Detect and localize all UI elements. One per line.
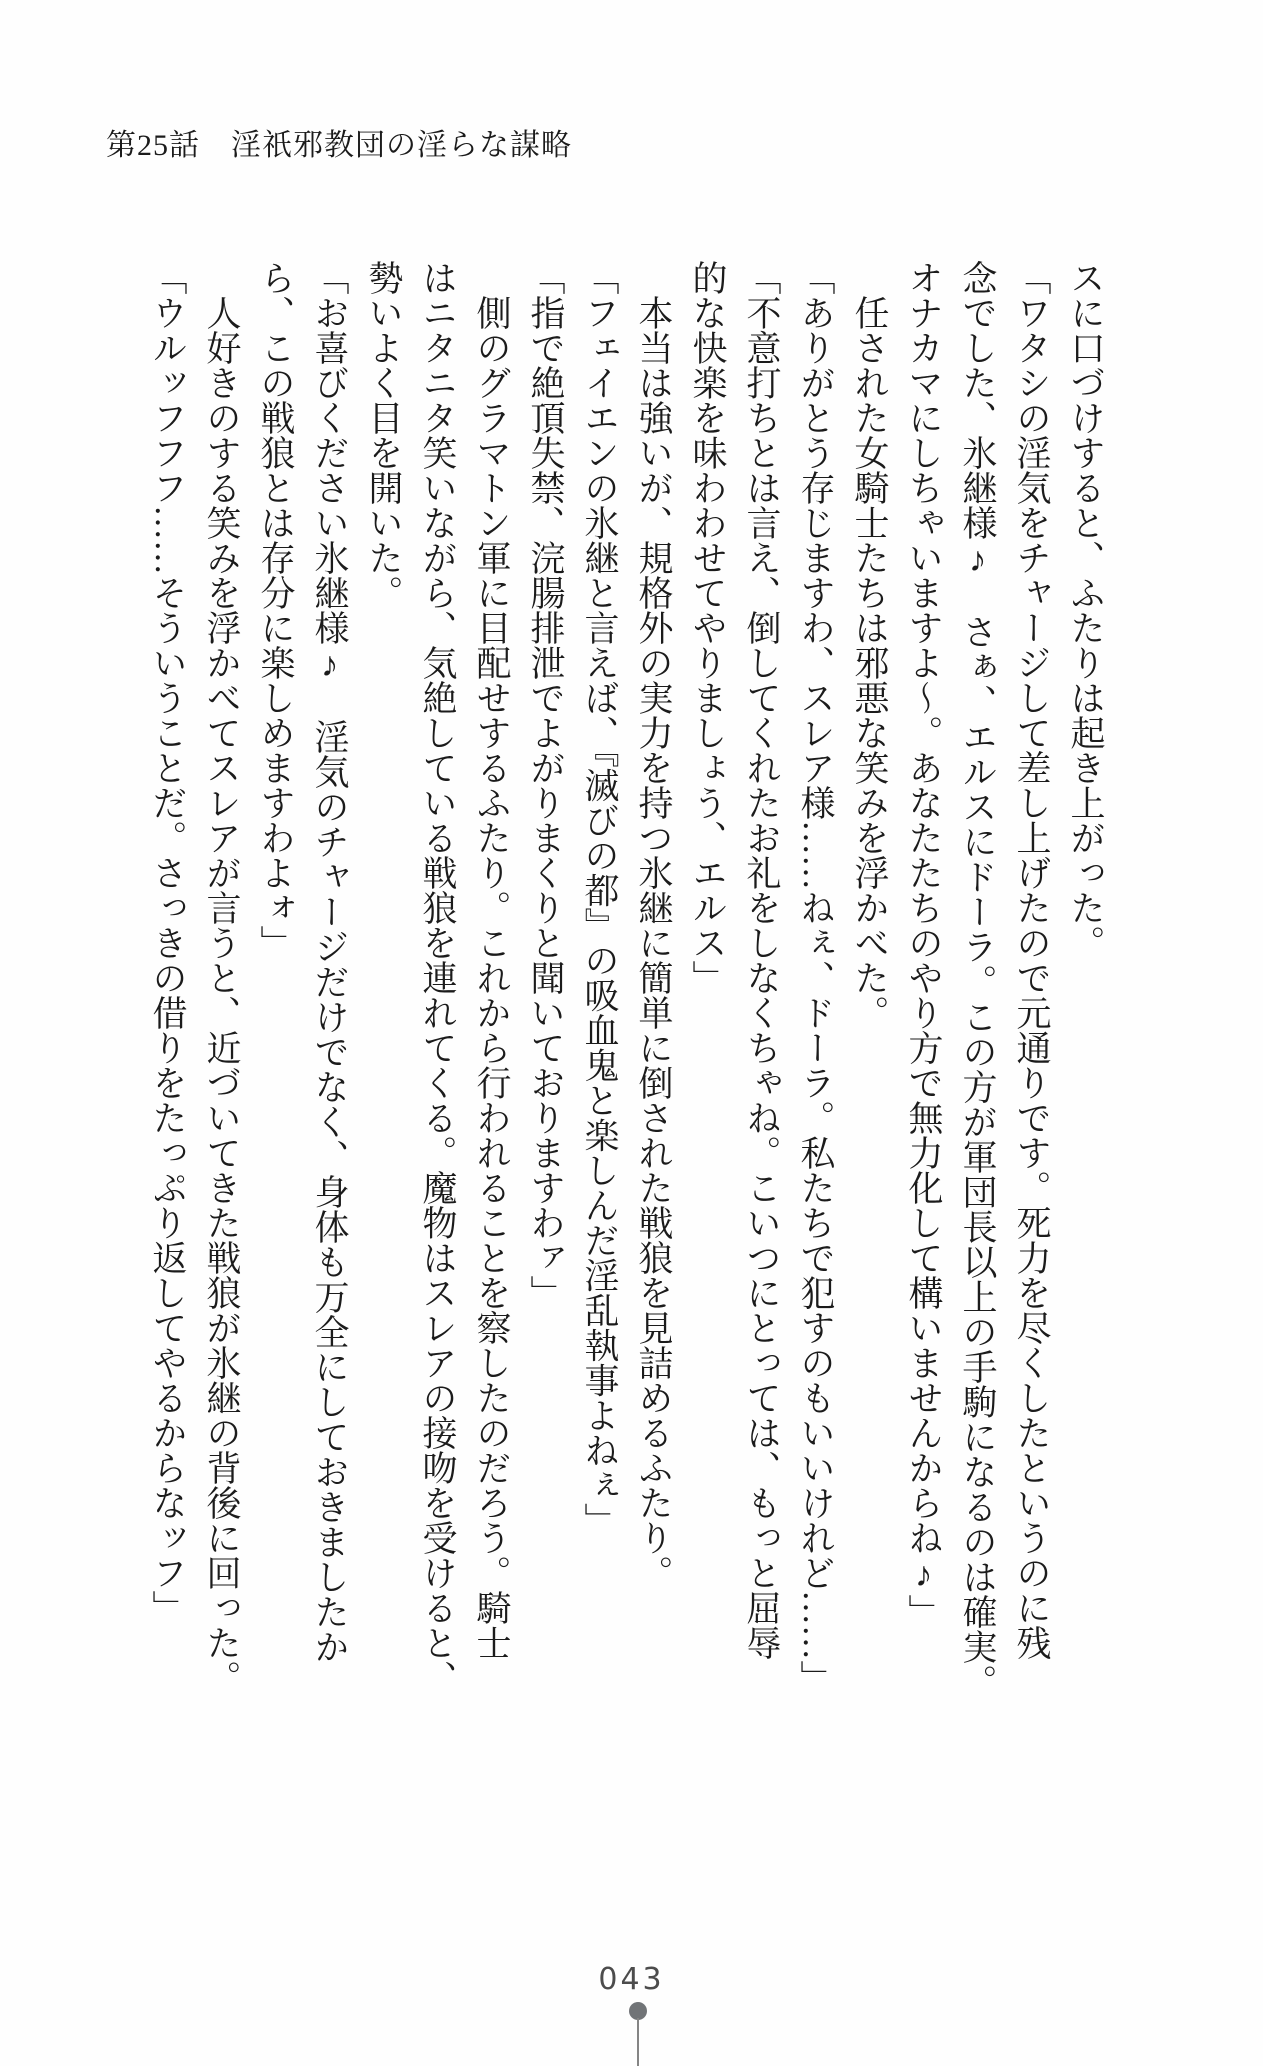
text-column: 「不意打ちとは言え、倒してくれたお礼をしなくちゃね。こいつにとっては、もっと屈辱 xyxy=(742,260,781,1660)
text-column: 念でした、氷継様♪ さぁ、エルスにドーラ。この方が軍団長以上の手駒になるのは確実。 xyxy=(958,260,997,1699)
text-column: はニタニタ笑いながら、気絶している戦狼を連れてくる。魔物はスレアの接吻を受けると、 xyxy=(418,260,457,1695)
text-column: オナカマにしちゃいますよ〜。あなたたちのやり方で無力化して構いませんからね♪」 xyxy=(904,260,943,1629)
page-number: 043 xyxy=(598,1962,665,1997)
text-column: 「フェイエンの氷継と言えば、『滅びの都』の吸血鬼と楽しんだ淫乱執事よねぇ」 xyxy=(580,260,619,1538)
text-column: 「ワタシの淫気をチャージして差し上げたので元通りです。死力を尽くしたというのに残 xyxy=(1012,260,1051,1660)
text-column: 「ウルッフフフ……そういうことだ。さっきの借りをたっぷり返してやるからなッフ」 xyxy=(148,260,187,1625)
page-marker-line xyxy=(637,2018,639,2066)
text-column: ら、この戦狼とは存分に楽しめますわよォ」 xyxy=(256,260,295,960)
body-text xyxy=(140,260,1112,1699)
text-column: 「ありがとう存じますわ、スレア様……ねぇ、ドーラ。私たちで犯すのもいいけれど……」 xyxy=(796,260,835,1695)
chapter-heading: 第25話 淫祇邪教団の淫らな謀略 xyxy=(106,129,572,162)
text-column: 本当は強いが、規格外の実力を持つ氷継に簡単に倒された戦狼を見詰めるふたり。 xyxy=(634,260,673,1590)
text-column: 人好きのする笑みを浮かべてスレアが言うと、近づいてきた戦狼が氷継の背後に回った。 xyxy=(202,260,241,1695)
text-column: 「お喜びください氷継様♪ 淫気のチャージだけでなく、身体も万全にしておきましたか xyxy=(310,260,349,1664)
text-column: 勢いよく目を開いた。 xyxy=(364,260,403,610)
text-column: 側のグラマトン軍に目配せするふたり。これから行われることを察したのだろう。騎士 xyxy=(472,260,511,1660)
text-column: 「指で絶頂失禁、浣腸排泄でよがりまくりと聞いておりますわァ」 xyxy=(526,260,565,1310)
text-column: スに口づけすると、ふたりは起き上がった。 xyxy=(1066,260,1105,960)
text-column: 的な快楽を味わわせてやりましょう、エルス」 xyxy=(688,260,727,995)
text-column: 任された女騎士たちは邪悪な笑みを浮かべた。 xyxy=(850,260,889,1030)
